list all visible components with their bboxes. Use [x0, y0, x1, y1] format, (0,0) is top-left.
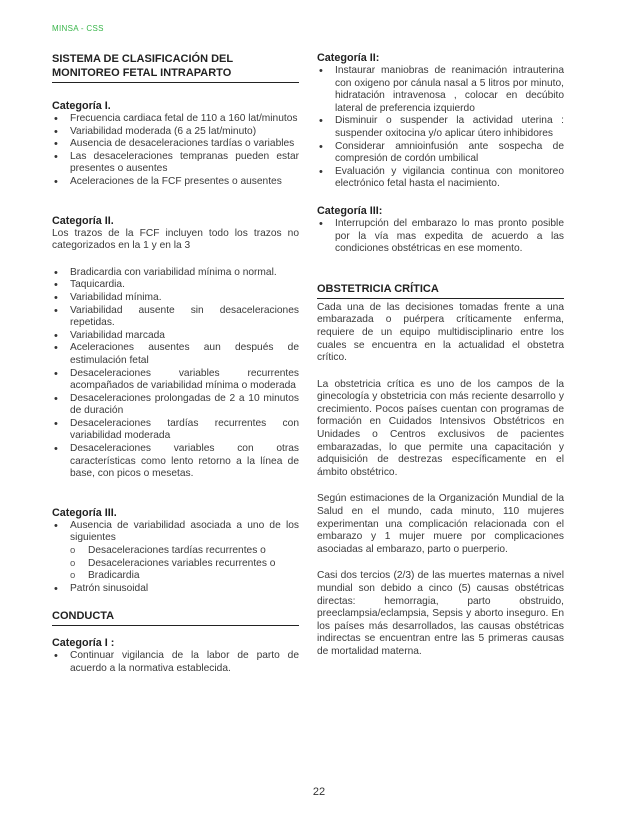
sub-list-item: o Desaceleraciones tardías recurrentes o — [70, 545, 299, 558]
category-2-intro: Los trazos de la FCF incluyen todo los trazos no categorizados en la 1 y en la 3 — [52, 227, 299, 252]
list-item: • Instaurar maniobras de reanimación intrauterina con oxigeno por cánula nasal a 5 litros por minuto, hidratación intravenosa , colocar en decúbito lateral de preferencia izquierdo — [317, 65, 564, 115]
paragraph: Según estimaciones de la Organización Mundial de la Salud en el mundo, cada minuto, 110 mujeres experimentan una complicación relacionada con el embarazo y 1 mujer muere por complicaciones asociadas al embarazo, parto o puerperio. — [317, 493, 564, 555]
category-3-sublist — [70, 545, 299, 583]
list-item: • Aceleraciones ausentes aun después de estimulación fetal — [52, 342, 299, 367]
conducta-category-1-heading: Categoría I : — [52, 637, 115, 650]
list-item: • Considerar amnioinfusión ante sospecha de compresión de cordón umbilical — [317, 141, 564, 166]
list-item: • Continuar vigilancia de la labor de parto de acuerdo a la normativa establecida. — [52, 650, 299, 675]
list-item: • Patrón sinusoidal — [52, 583, 299, 596]
conducta-category-1-list — [52, 650, 299, 675]
list-item: • Bradicardia con variabilidad mínima o normal. — [52, 267, 299, 280]
list-item: • Interrupción del embarazo lo mas pronto posible por la vía mas expedita de acuerdo a las condiciones obstétricas en ese momento. — [317, 218, 564, 256]
list-item: • Evaluación y vigilancia continua con monitoreo electrónico fetal hasta el nacimiento. — [317, 166, 564, 191]
list-item: • Desaceleraciones tardías recurrentes con variabilidad moderada — [52, 418, 299, 443]
category-3-list — [52, 520, 299, 545]
list-item: • Aceleraciones de la FCF presentes o ausentes — [52, 176, 299, 189]
list-item: • Las desaceleraciones tempranas pueden estar presentes o ausentes — [52, 151, 299, 176]
list-item: • Variabilidad ausente sin desaceleraciones repetidas. — [52, 305, 299, 330]
list-item: • Ausencia de desaceleraciones tardías o variables — [52, 138, 299, 151]
category-3-list-end — [52, 583, 299, 596]
paragraph: Casi dos tercios (2/3) de las muertes maternas a nivel mundial son debido a cinco (5) causas obstétricas directas: hemorragia, parto obstruido, preeclampsia/eclampsia, Sepsis y aborto inseguro. En los países más desarrollados, las causas obstétricas indirectas se encuentran entre las 5 primeras causas de mortalidad materna. — [317, 570, 564, 657]
conducta-category-3-list — [317, 218, 564, 256]
left-column — [52, 52, 299, 676]
list-item: • Variabilidad moderada (6 a 25 lat/minuto) — [52, 126, 299, 139]
obstetricia-critica-heading: OBSTETRICIA CRÍTICA — [317, 282, 564, 299]
sub-list-item: o Desaceleraciones variables recurrentes o — [70, 558, 299, 571]
conducta-category-3-heading: Categoría III: — [317, 204, 383, 217]
category-1-list — [52, 113, 299, 189]
section-title — [52, 52, 299, 83]
paragraph: La obstetricia crítica es uno de los campos de la ginecología y obstetricia con más reciente desarrollo y crecimiento. Pocos países cuentan con programas de formación en Cuidados Intensivos Obstétricos en Unidades o Centros exclusivos de pacientes embarazadas, lo que permite una capacitación y adquisición de destrezas específicamente en el ámbito obstétrico. — [317, 378, 564, 478]
list-item — [52, 520, 299, 545]
section-title-line2: MONITOREO FETAL INTRAPARTO — [52, 67, 232, 79]
list-item: • Variabilidad mínima. — [52, 292, 299, 305]
page-number: 22 — [312, 786, 326, 798]
right-column — [317, 52, 564, 659]
paragraph: Cada una de las decisiones tomadas frente a una embarazada o puérpera críticamente enferma, requiere de un equipo multidisciplinario entre los cuales se encuentra en la actualidad el obstetra crítico. — [317, 301, 564, 364]
list-item: • Variabilidad marcada — [52, 330, 299, 343]
running-header: MINSA - CSS — [52, 24, 104, 33]
conducta-category-2-heading: Categoría II: — [317, 52, 380, 64]
sub-list-item: o Bradicardia — [70, 570, 299, 583]
list-item: • Desaceleraciones variables recurrentes acompañados de variabilidad mínima o moderada — [52, 368, 299, 393]
category-1-heading: Categoría I. — [52, 100, 111, 112]
category-2-heading: Categoría II. — [52, 214, 114, 227]
category-2-list — [52, 267, 299, 481]
list-item-text: Ausencia de variabilidad asociada a uno de los siguientes — [70, 519, 299, 544]
list-item: • Disminuir o suspender la actividad uterina : suspender oxitocina y/o aplicar útero inhibidores — [317, 115, 564, 140]
list-item: • Desaceleraciones prolongadas de 2 a 10 minutos de duración — [52, 393, 299, 418]
conducta-heading: CONDUCTA — [52, 609, 299, 626]
list-item: • Taquicardia. — [52, 279, 299, 292]
conducta-category-2-list — [317, 65, 564, 191]
list-item: • Desaceleraciones variables con otras características como lento retorno a la línea de base, con picos o mesetas. — [52, 443, 299, 481]
section-title-line1: SISTEMA DE CLASIFICACIÓN DEL — [52, 53, 234, 65]
list-item: • Frecuencia cardiaca fetal de 110 a 160 lat/minutos — [52, 113, 299, 126]
category-3-heading: Categoría III. — [52, 506, 117, 519]
